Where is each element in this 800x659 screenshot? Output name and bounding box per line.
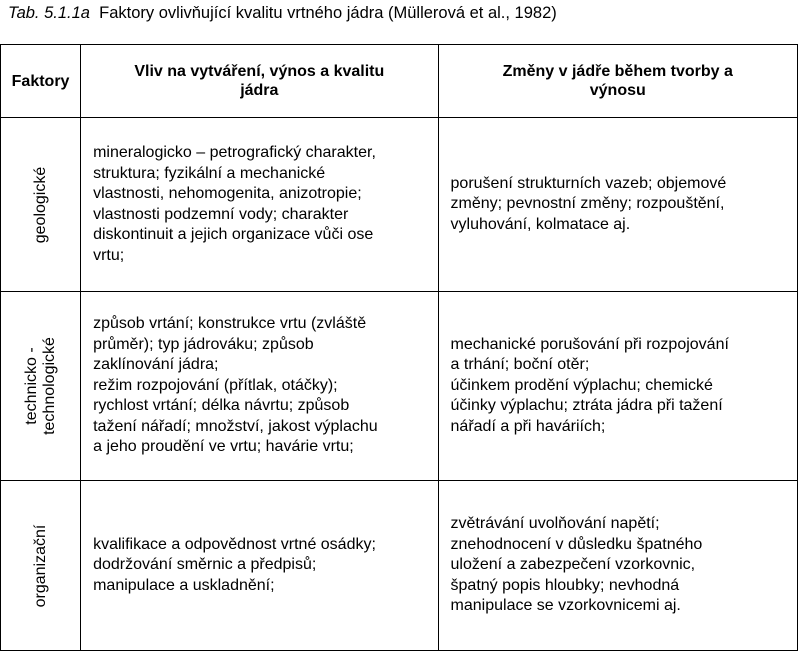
changes-text: porušení strukturních vazeb; objemové změny; pevnostní změny; rozpouštění, vyluhování, kolmatace aj. [450, 174, 727, 233]
changes-text: zvětrávání uvolňování napětí; znehodnocení v důsledku špatného uložení a zabezpečení vzorkovnic, špatný popis hloubky; nevhodná manipulace se vzorkovnicemi aj. [450, 515, 703, 615]
header-factors [1, 45, 81, 118]
header-influence [81, 45, 438, 118]
influence-text: mineralogicko – petrografický charakter, struktura; fyzikální a mechanické vlastnosti, nehomogenita, anizotropie; vlastnosti podzemní vody; charakter diskontinuit a jejich organizace vůči ose vrtu; [93, 144, 376, 264]
header-factors-label: Faktory [11, 72, 70, 90]
changes-cell [438, 292, 797, 481]
influence-text: kvalifikace a odpovědnost vrtné osádky; dodržování směrnic a předpisů; manipulace a uskladnění; [93, 535, 376, 594]
changes-text: mechanické porušování při rozpojování a trhání; boční otěr; účinkem prodění výplachu; chemické účinky výplachu; ztráta jádra při tažení nářadí a při haváriích; [450, 335, 729, 435]
factor-label: geologické [31, 166, 49, 243]
changes-cell [438, 481, 797, 651]
header-changes-label: Změny v jádře během tvorby a výnosu [502, 63, 733, 99]
table-caption [8, 4, 557, 23]
factor-cell-organizational [1, 481, 81, 651]
table-title: Faktory ovlivňující kvalitu vrtného jádra (Müllerová et al., 1982) [99, 4, 557, 22]
factor-label: organizační [31, 524, 49, 607]
influence-cell [81, 481, 438, 651]
factor-cell-technical [1, 292, 81, 481]
influence-text: způsob vrtání; konstrukce vrtu (zvláště průměr); typ jádrováku; způsob zaklínování jádra; režim rozpojování (přítlak, otáčky); rychlost vrtání; délka návrtu; způsob tažení nářadí; množství, jakost výplachu a jeho proudění ve vrtu; havárie vrtu; [93, 315, 378, 456]
table-number: Tab. 5.1.1a [8, 4, 90, 22]
header-changes [438, 45, 797, 118]
influence-cell [81, 292, 438, 481]
table-row [1, 118, 798, 292]
factor-cell-geological [1, 118, 81, 292]
factors-table [0, 44, 798, 651]
table-row [1, 292, 798, 481]
header-influence-label: Vliv na vytváření, výnos a kvalitu jádra [134, 63, 385, 99]
table-row [1, 481, 798, 651]
influence-cell [81, 118, 438, 292]
header-row [1, 45, 798, 118]
factor-label: technicko - technologické [22, 337, 58, 435]
changes-cell [438, 118, 797, 292]
